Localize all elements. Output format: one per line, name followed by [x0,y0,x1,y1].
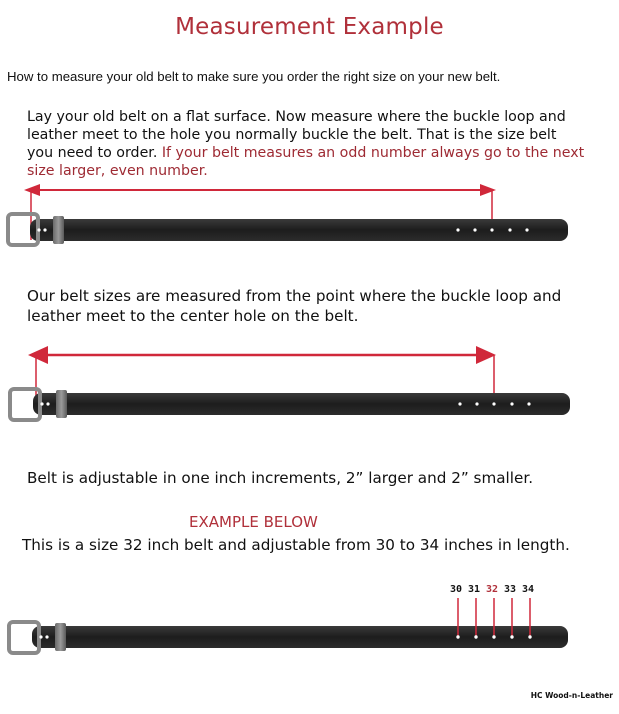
page-title: Measurement Example [175,14,444,40]
example-text: This is a size 32 inch belt and adjustable from 30 to 34 inches in length. [22,536,570,554]
size-label-30: 30 [450,584,463,595]
belt-diagram-3 [9,598,568,653]
belt-strap [30,219,568,241]
instructions-main: Lay your old belt on a flat surface. Now measure where the buckle loop and leather meet to the hole you normally buckle the belt. That is the size belt you need to order. [27,109,566,161]
belt-strap [32,626,568,648]
adjustable-note: Belt is adjustable in one inch increments, 2” larger and 2” smaller. [27,469,534,487]
size-label-34: 34 [522,584,535,595]
arrow-head-left-icon [28,346,48,364]
size-label-32: 32 [486,584,499,595]
odd-size-note: If your belt measures an odd number always go to the next size larger, even number. [27,145,585,179]
intro-text: How to measure your old belt to make sure you order the right size on your new belt. [7,69,501,84]
belt-diagram-2 [10,346,570,420]
size-label-31: 31 [468,584,481,595]
belt-loop [56,390,67,418]
belt-diagram-1 [8,184,568,245]
size-label-33: 33 [504,584,517,595]
arrow-head-left-icon [24,184,40,196]
belt-loop [55,623,66,651]
arrow-head-right-icon [476,346,496,364]
credit-watermark: HC Wood-n-Leather [530,691,613,700]
sizing-note: Our belt sizes are measured from the point where the buckle loop and leather meet to the center hole on the belt. [27,287,562,325]
belt-strap [33,393,570,415]
belt-loop [53,216,64,244]
arrow-head-right-icon [480,184,496,196]
example-heading: EXAMPLE BELOW [189,513,318,531]
